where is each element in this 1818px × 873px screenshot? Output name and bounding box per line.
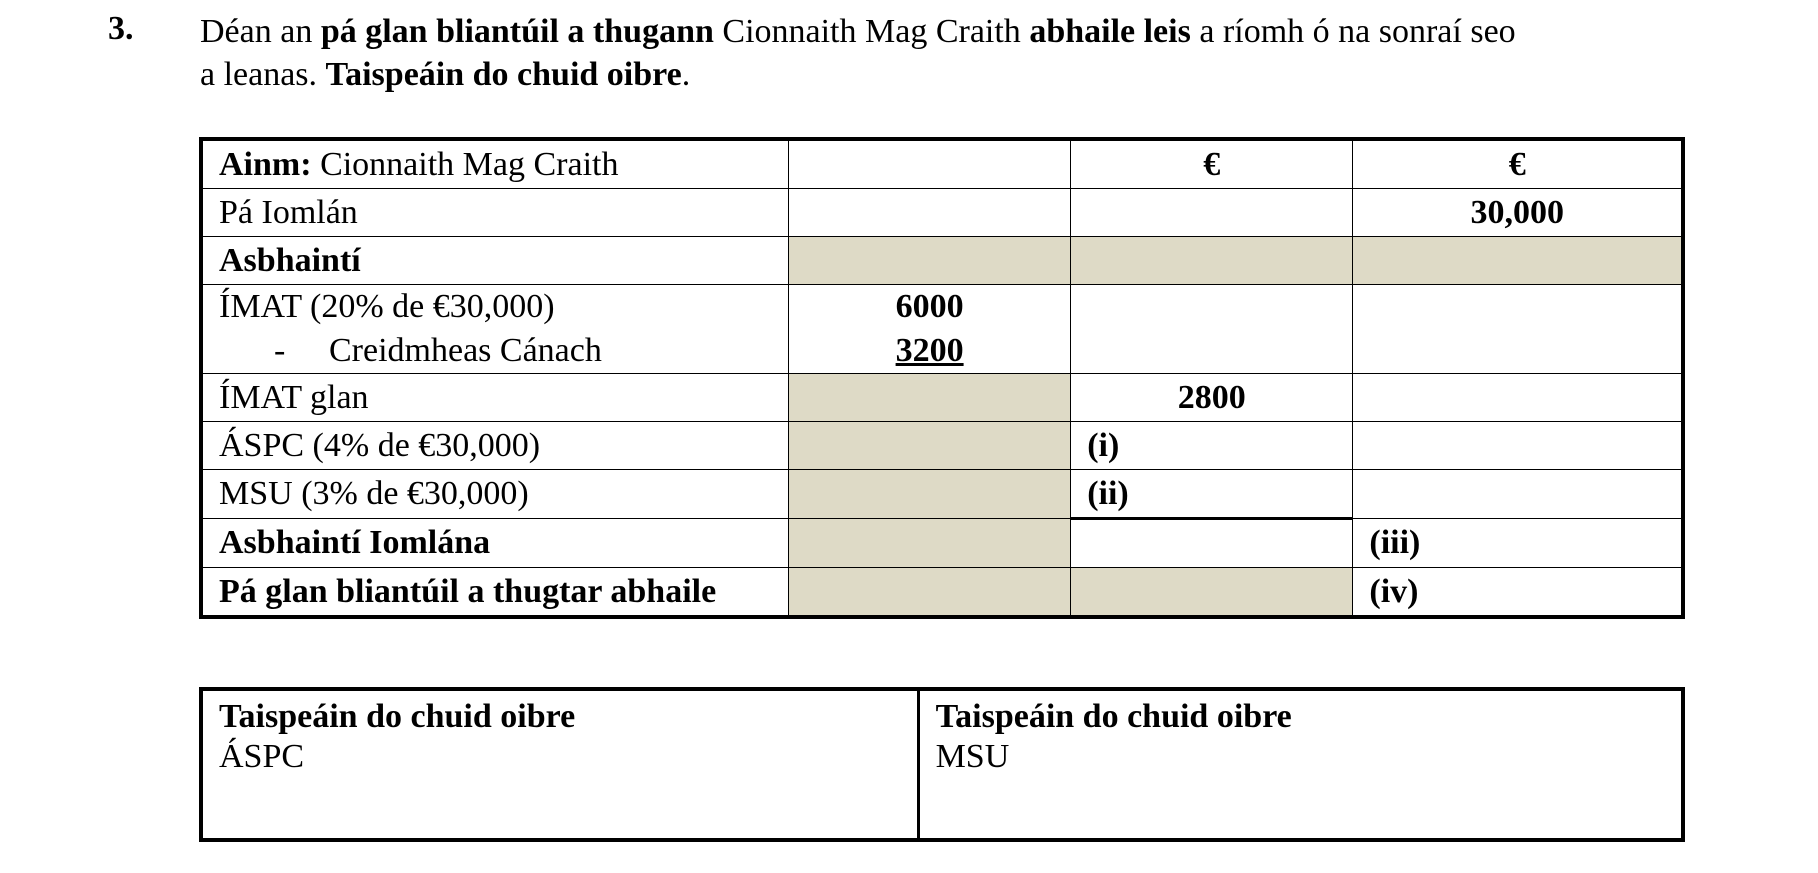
net-paye-value: 2800 xyxy=(1071,374,1353,422)
name-cell xyxy=(201,139,789,189)
work-box-prsi[interactable] xyxy=(201,689,918,840)
work-boxes xyxy=(199,687,1685,842)
currency-header-col3: € xyxy=(1071,139,1353,189)
name-value: Cionnaith Mag Craith xyxy=(311,145,619,183)
table-row-gross-pay xyxy=(201,189,1683,237)
work-box-heading: Taispeáin do chuid oibre xyxy=(935,698,1292,735)
empty-cell xyxy=(1071,519,1353,568)
question-number: 3. xyxy=(108,10,134,47)
answer-blank-ii[interactable]: (ii) xyxy=(1071,470,1353,519)
table-row-prsi xyxy=(201,422,1683,470)
shaded-cell xyxy=(1071,237,1353,285)
paye-label: ÍMAT (20% de €30,000) xyxy=(219,288,555,325)
empty-cell xyxy=(789,139,1071,189)
table-row-paye xyxy=(201,285,1683,374)
table-row-name xyxy=(201,139,1683,189)
empty-cell xyxy=(1353,422,1683,470)
question-text-bold: abhaile leis xyxy=(1029,13,1191,50)
question-text-part: . xyxy=(681,56,691,93)
work-box-usc[interactable] xyxy=(918,689,1683,840)
question-text xyxy=(200,10,1680,96)
table-row-usc xyxy=(201,470,1683,519)
payslip-table xyxy=(199,137,1685,619)
question-text-part: Déan an xyxy=(200,13,321,50)
shaded-cell xyxy=(789,374,1071,422)
table-row-deductions-heading xyxy=(201,237,1683,285)
shaded-cell xyxy=(1353,237,1683,285)
question-text-bold: pá glan bliantúil a thugann xyxy=(320,13,714,50)
answer-blank-i[interactable]: (i) xyxy=(1071,422,1353,470)
work-row xyxy=(201,689,1683,840)
shaded-cell xyxy=(789,568,1071,618)
tax-credit-dash: - xyxy=(274,332,286,369)
question-text-part: Cionnaith Mag Craith xyxy=(713,13,1030,50)
answer-blank-iii[interactable]: (iii) xyxy=(1353,519,1683,568)
question-text-part: a ríomh ó na sonraí seo xyxy=(1190,13,1516,50)
paye-cell xyxy=(201,285,789,374)
name-label: Ainm: xyxy=(219,145,312,183)
shaded-cell xyxy=(789,470,1071,519)
empty-cell xyxy=(1353,374,1683,422)
work-box-subject: ÁSPC xyxy=(219,738,305,775)
shaded-cell xyxy=(789,519,1071,568)
usc-label: MSU (3% de €30,000) xyxy=(201,470,789,519)
empty-cell xyxy=(1353,470,1683,519)
tax-credit-value: 3200 xyxy=(895,332,964,369)
shaded-cell xyxy=(789,237,1071,285)
currency-header-col4: € xyxy=(1353,139,1683,189)
table-row-net-paye xyxy=(201,374,1683,422)
paye-values-cell xyxy=(789,285,1071,374)
table-row-total-deductions xyxy=(201,519,1683,568)
empty-cell xyxy=(1071,189,1353,237)
deductions-heading: Asbhaintí xyxy=(201,237,789,285)
answer-blank-iv[interactable]: (iv) xyxy=(1353,568,1683,618)
work-box-heading: Taispeáin do chuid oibre xyxy=(219,698,576,735)
empty-cell xyxy=(789,189,1071,237)
empty-cell xyxy=(1353,285,1683,374)
total-deductions-label: Asbhaintí Iomlána xyxy=(201,519,789,568)
work-box-subject: MSU xyxy=(935,738,1010,775)
net-pay-label: Pá glan bliantúil a thugtar abhaile xyxy=(201,568,789,618)
gross-pay-label: Pá Iomlán xyxy=(201,189,789,237)
question-text-bold: Taispeáin do chuid oibre xyxy=(325,56,682,93)
gross-pay-value: 30,000 xyxy=(1353,189,1683,237)
net-paye-label: ÍMAT glan xyxy=(201,374,789,422)
tax-credit-line xyxy=(219,329,772,373)
shaded-cell xyxy=(1071,568,1353,618)
paye-value: 6000 xyxy=(895,288,964,325)
empty-cell xyxy=(1071,285,1353,374)
table-row-net-pay xyxy=(201,568,1683,618)
tax-credit-label: Creidmheas Cánach xyxy=(329,332,602,369)
prsi-label: ÁSPC (4% de €30,000) xyxy=(201,422,789,470)
question-text-part: a leanas. xyxy=(200,56,326,93)
shaded-cell xyxy=(789,422,1071,470)
